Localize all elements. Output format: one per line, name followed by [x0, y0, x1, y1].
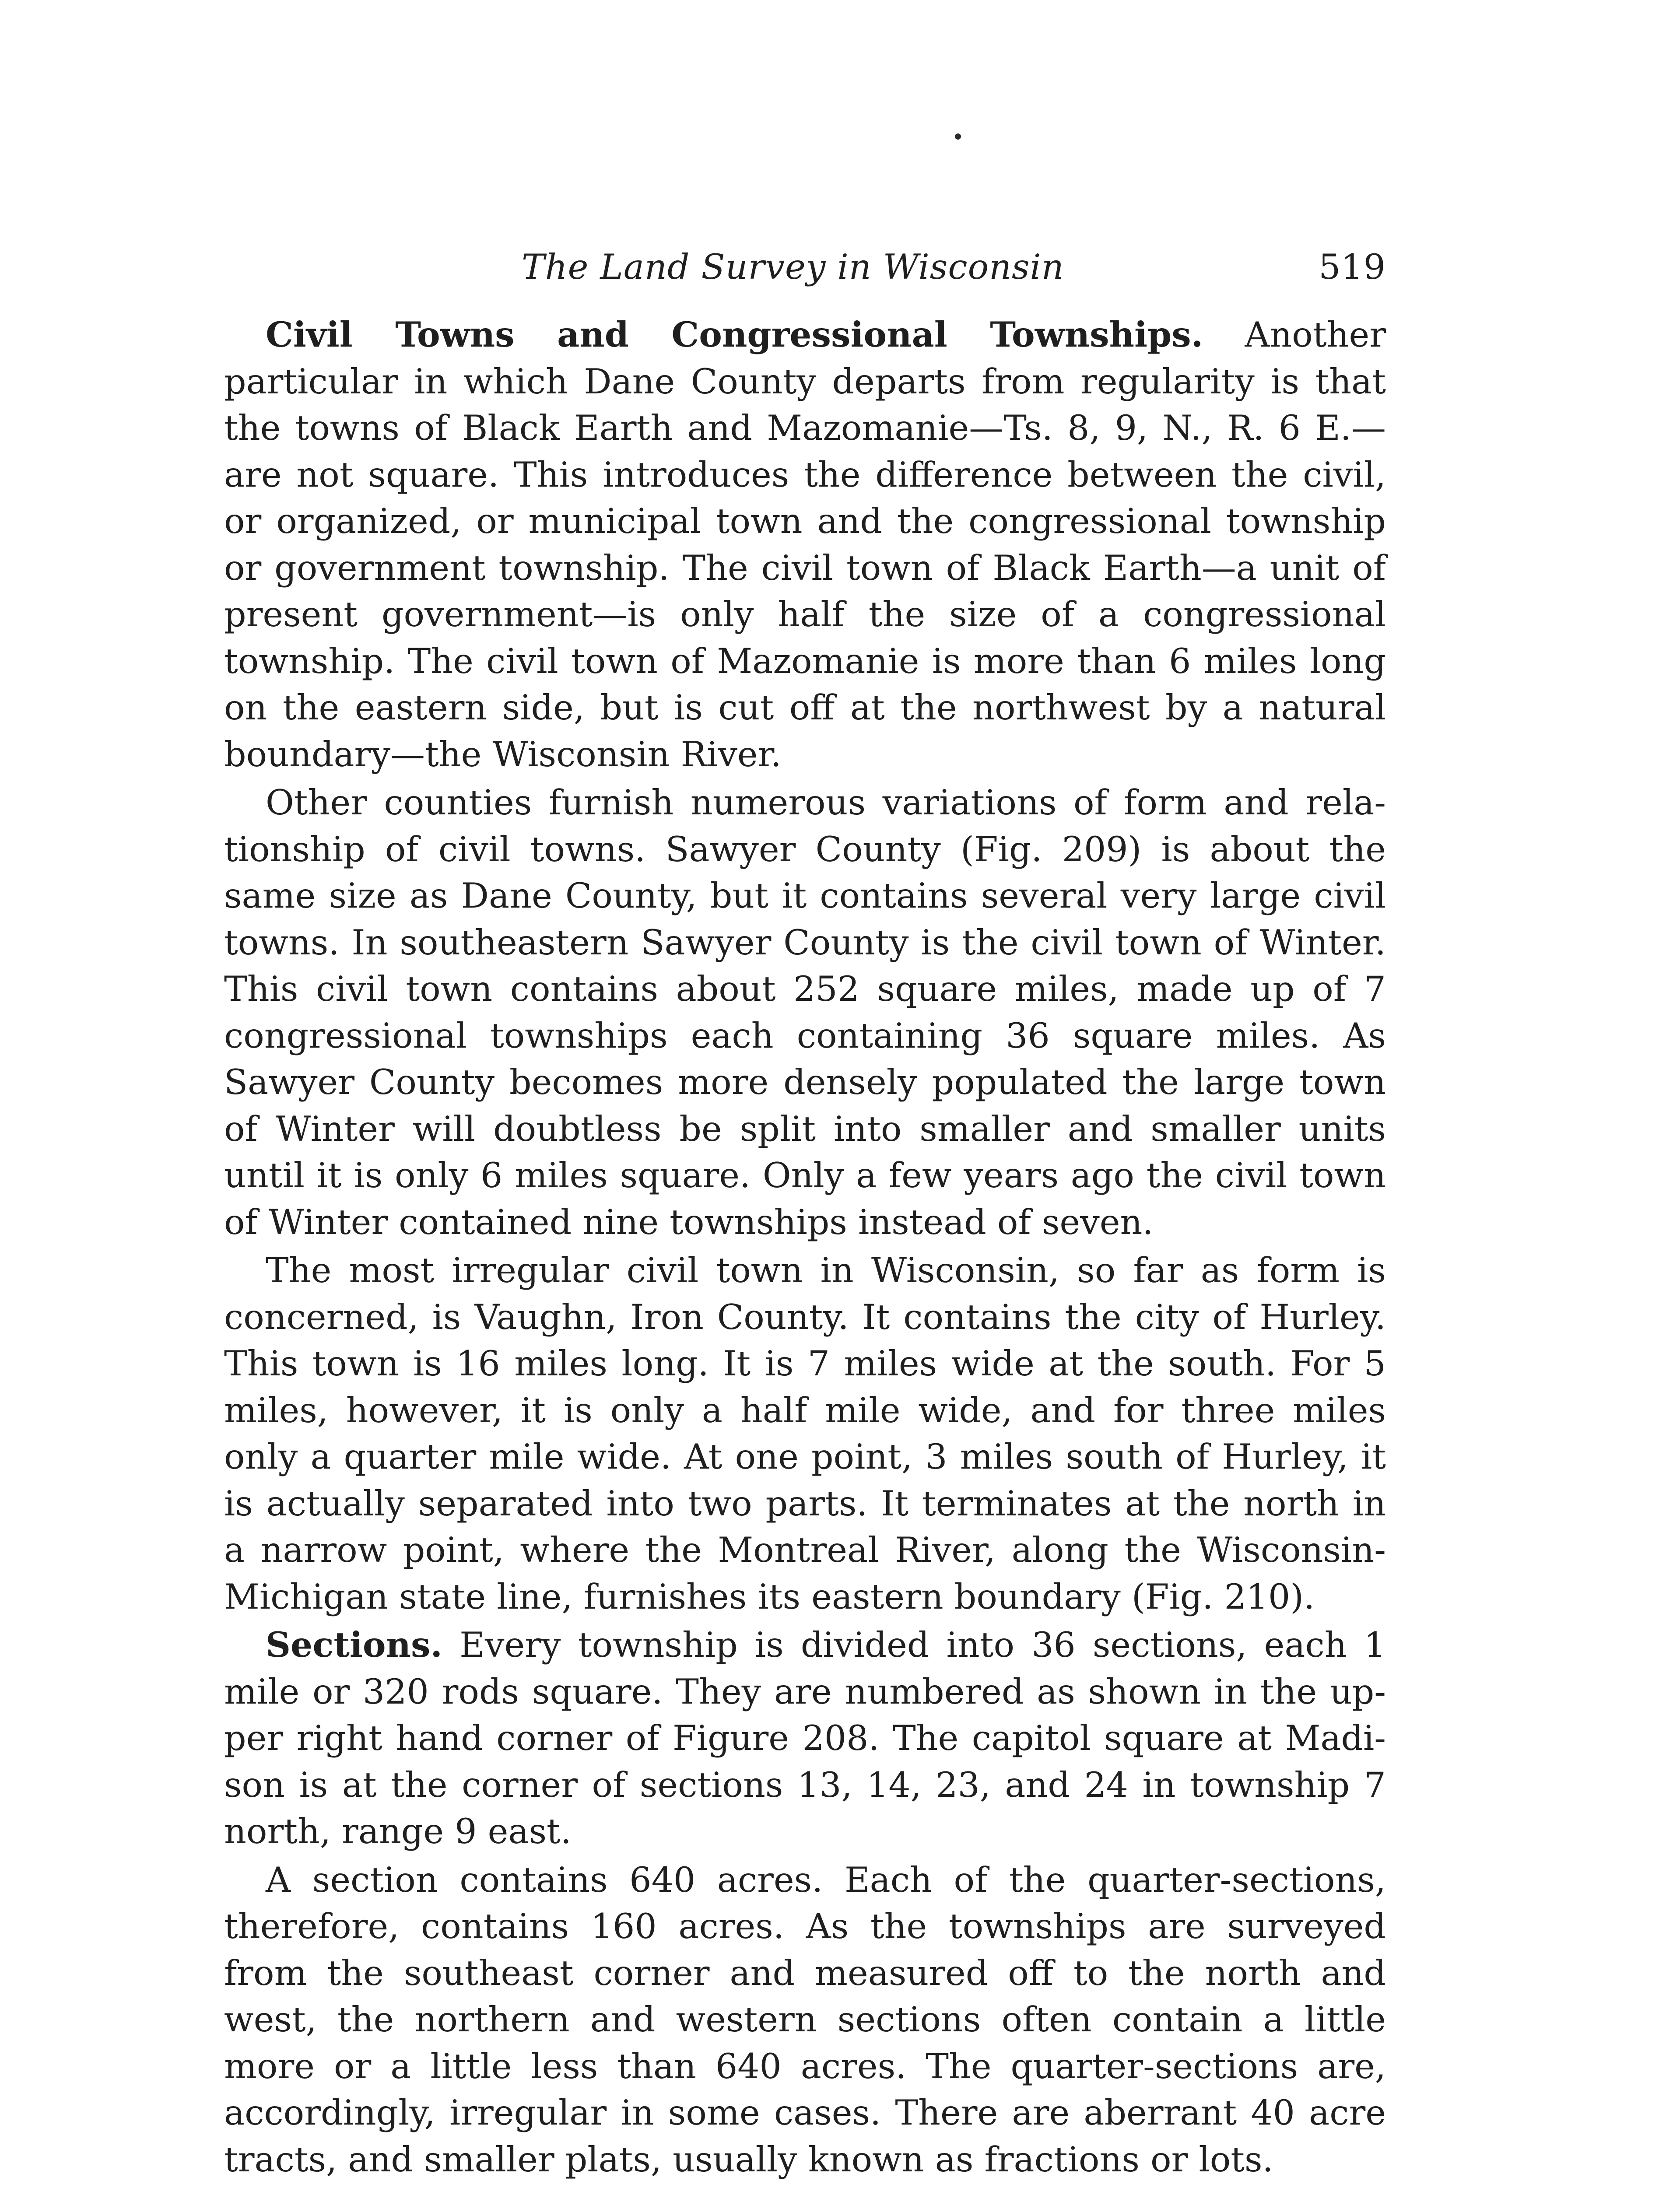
paragraph-sections: [224, 1622, 1386, 1855]
ink-dot: [955, 133, 961, 140]
paragraph-other-counties: [224, 779, 1386, 1245]
page-number: 519: [1319, 247, 1386, 287]
section-heading-sections: Sections.: [266, 1624, 443, 1665]
paragraph-text: Every township is divided into 36 sections, each 1 mile or 320 rods square. They are numbered as shown in the upper right hand corner of Figure 208. The capitol square at Madison is at the corner of sections 13, 14, 23, and 24 in township 7 north, range 9 east.: [224, 1625, 1386, 1851]
paragraph-vaughn: [224, 1247, 1386, 1620]
running-head: [224, 243, 1386, 291]
paragraph-text: A section contains 640 acres. Each of the quarter-sections, therefore, contains 160 acres. As the townships are surveyed from the southeast corner and measured off to the north and west, the northern and western sections often contain a little more or a little less than 640 acres. The quarter-sections are, accordingly, irregular in some cases. There are aberrant 40 acre tracts, and smaller plats, usually known as fractions or lots.: [224, 1859, 1386, 2180]
section-heading-civil-towns: Civil Towns and Congressional Townships.: [266, 314, 1203, 355]
running-title: The Land Survey in Wisconsin: [522, 247, 1064, 287]
paragraph-text: Other counties furnish numerous variations of form and relationship of civil towns. Sawyer County (Fig. 209) is about the same size as Dane County, but it contains several very large civil towns. In southeastern Sawyer County is the civil town of Winter. This civil town contains about 252 square miles, made up of 7 congressional townships each containing 36 square miles. As Sawyer County becomes more densely populated the large town of Winter will doubtless be split into smaller and smaller units until it is only 6 miles square. Only a few years ago the civil town of Winter contained nine townships instead of seven.: [224, 782, 1386, 1242]
paragraph-civil-towns: [224, 312, 1386, 778]
body-text: [224, 312, 1386, 2184]
paragraph-text: The most irregular civil town in Wisconsin, so far as form is concerned, is Vaughn, Iron County. It contains the city of Hurley. This town is 16 miles long. It is 7 miles wide at the south. For 5 miles, however, it is only a half mile wide, and for three miles only a quarter mile wide. At one point, 3 miles south of Hurley, it is actually separated into two parts. It terminates at the north in a narrow point, where the Montreal River, along the Wisconsin-Michigan state line, furnishes its eastern boundary (Fig. 210).: [224, 1250, 1386, 1617]
paragraph-acres: [224, 1857, 1386, 2183]
paragraph-text: Another particular in which Dane County departs from regularity is that the towns of Black Earth and Mazomanie—Ts. 8, 9, N., R. 6 E.—are not square. This introduces the difference between the civil, or organized, or municipal town and the congressional township or government township. The civil town of Black Earth—a unit of present government—is only half the size of a congressional township. The civil town of Mazomanie is more than 6 miles long on the eastern side, but is cut off at the northwest by a natural boundary—the Wisconsin River.: [224, 315, 1386, 775]
